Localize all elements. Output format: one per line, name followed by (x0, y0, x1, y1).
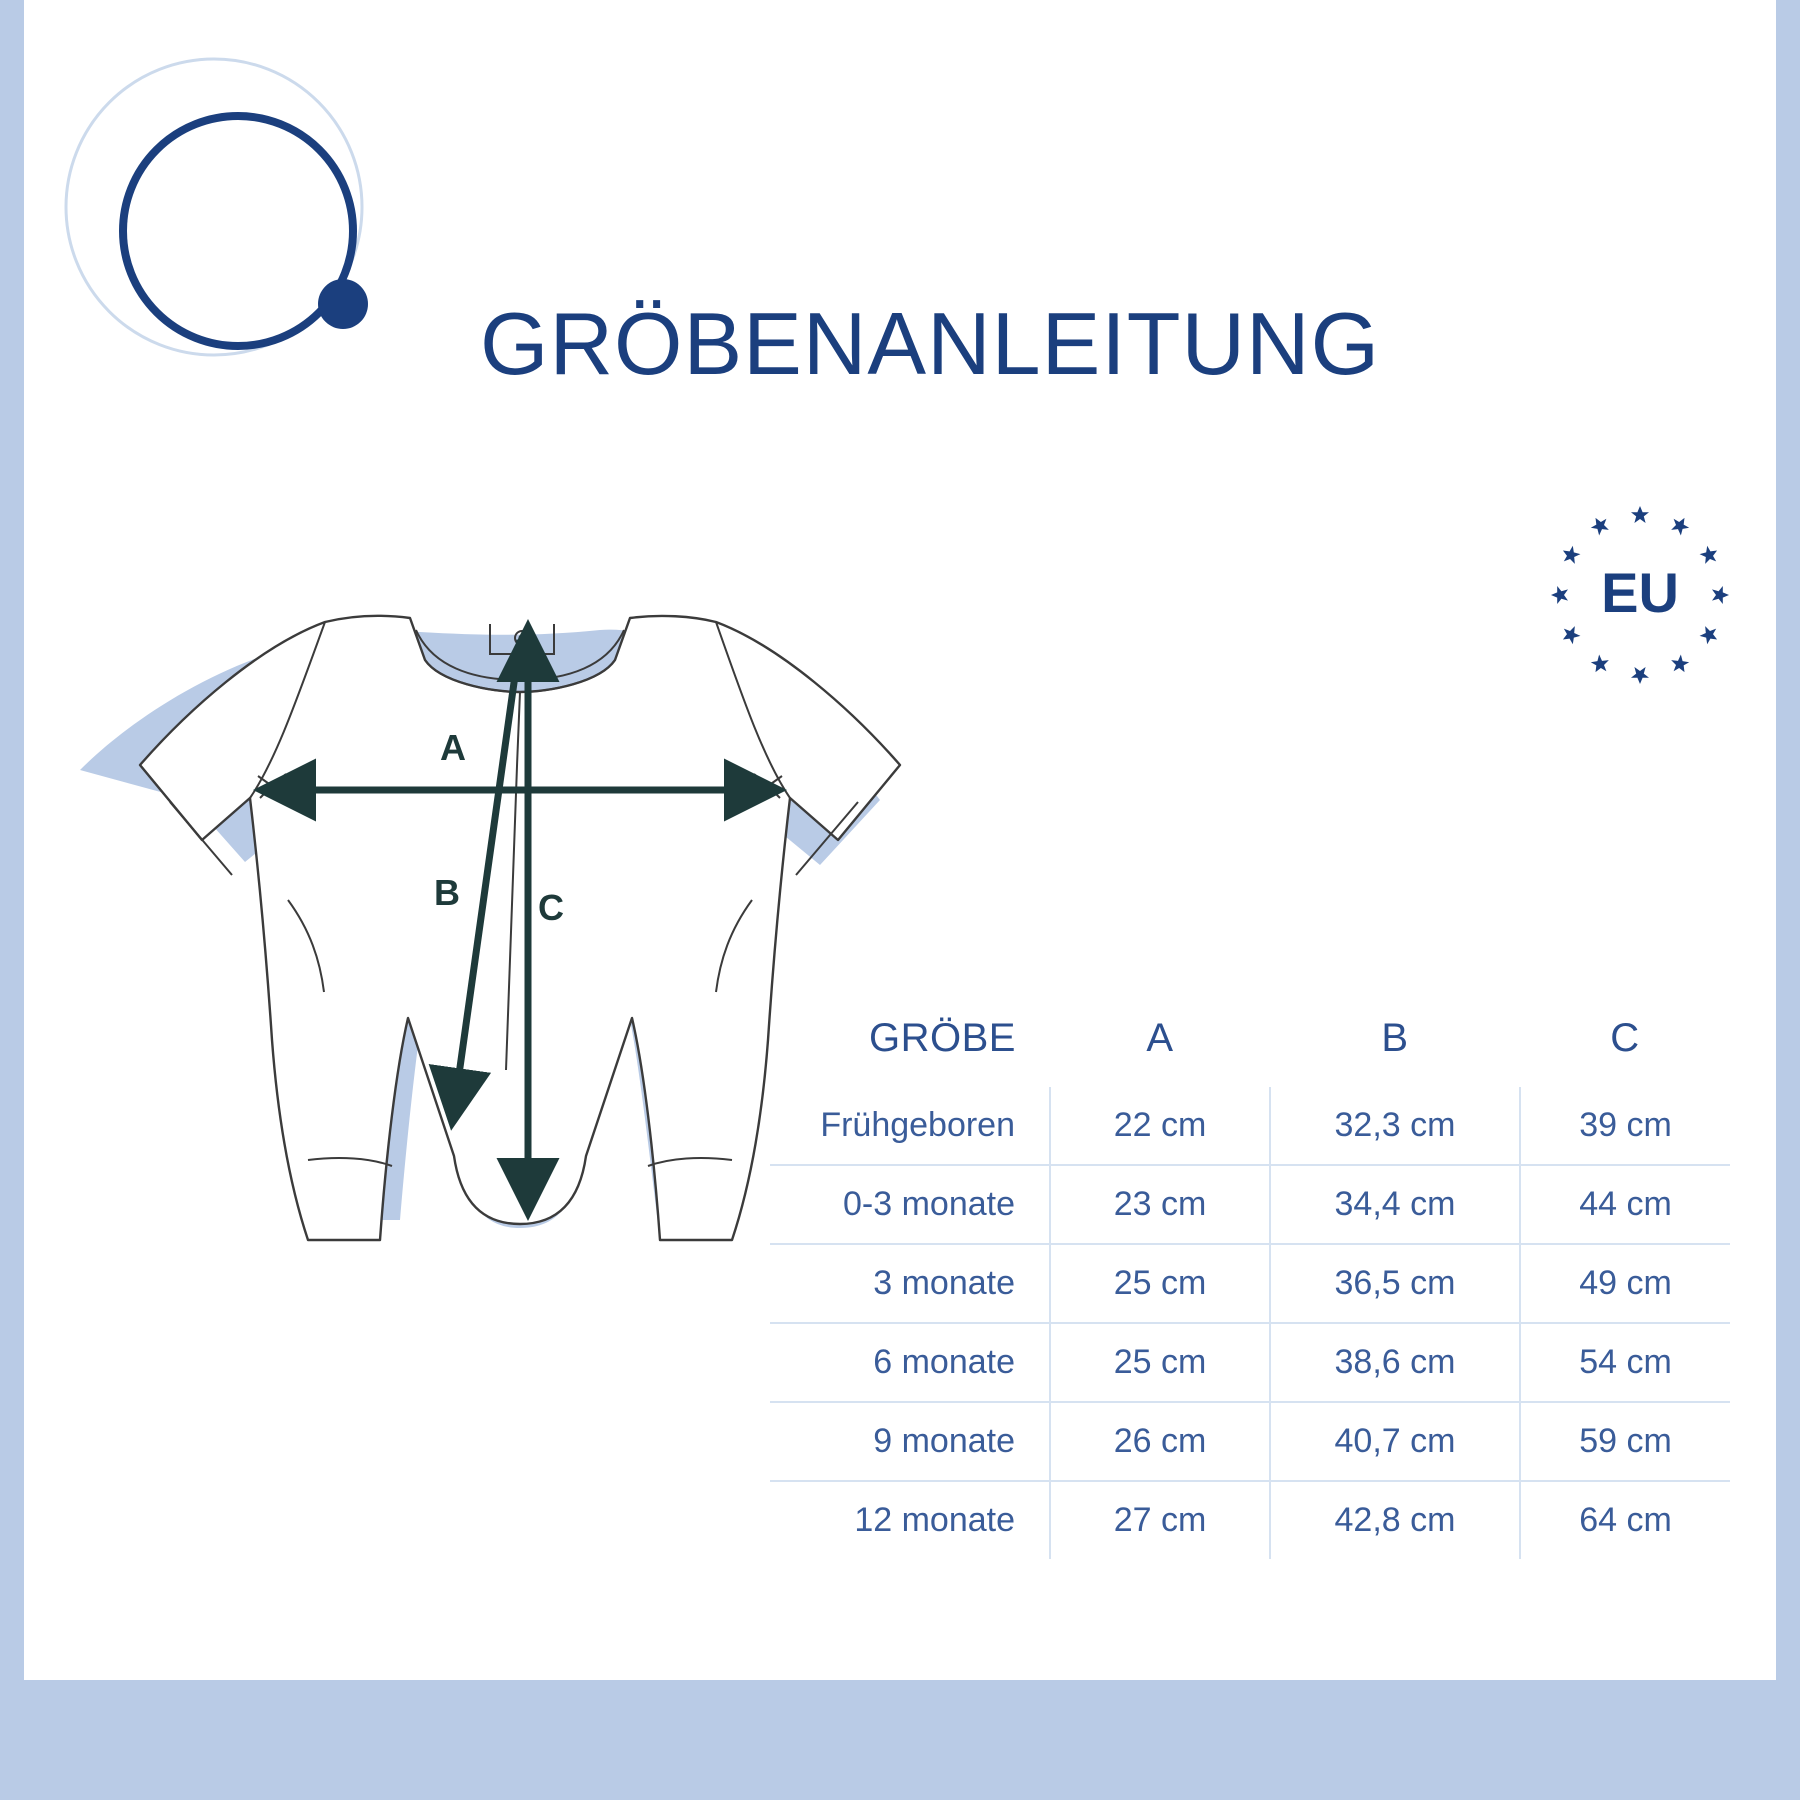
cell-a: 26 cm (1050, 1402, 1270, 1481)
table-row (770, 1402, 1730, 1481)
table-row (770, 1323, 1730, 1402)
cell-b: 40,7 cm (1270, 1402, 1520, 1481)
cell-b: 34,4 cm (1270, 1165, 1520, 1244)
bottom-border-band (0, 1680, 1800, 1800)
cell-c: 49 cm (1520, 1244, 1730, 1323)
cell-b: 38,6 cm (1270, 1323, 1520, 1402)
cell-size: 0-3 monate (770, 1165, 1050, 1244)
cell-a: 25 cm (1050, 1323, 1270, 1402)
table-row (770, 1165, 1730, 1244)
eu-badge (1545, 500, 1735, 690)
cell-b: 42,8 cm (1270, 1481, 1520, 1559)
cell-c: 39 cm (1520, 1087, 1730, 1165)
eu-badge-label: EU (1601, 561, 1679, 624)
cell-size: 12 monate (854, 1501, 1015, 1539)
circle-logo (62, 55, 402, 395)
table-header-row (770, 1010, 1730, 1087)
size-table (770, 1010, 1730, 1559)
logo-inner-ring (123, 116, 353, 346)
cell-a: 27 cm (1050, 1481, 1270, 1559)
column-header-size: GRÖBE (869, 1016, 1016, 1060)
page-title: GRÖBENANLEITUNG (480, 294, 1381, 393)
table-row (770, 1087, 1730, 1165)
table-row (770, 1481, 1730, 1559)
cell-c: 44 cm (1520, 1165, 1730, 1244)
cell-a: 25 cm (1050, 1244, 1270, 1323)
arrow-label-a: A (440, 727, 466, 768)
column-header-b: B (1381, 1016, 1409, 1060)
cell-c: 54 cm (1520, 1323, 1730, 1402)
cell-a: 22 cm (1050, 1087, 1270, 1165)
column-header-c: C (1610, 1016, 1640, 1060)
bottom-spacer (24, 1628, 1776, 1680)
table-row (770, 1244, 1730, 1323)
cell-c: 59 cm (1520, 1402, 1730, 1481)
cell-c: 64 cm (1520, 1481, 1730, 1559)
right-border-band (1776, 0, 1800, 1800)
cell-size: 6 monate (770, 1323, 1050, 1402)
cell-b: 32,3 cm (1270, 1087, 1520, 1165)
column-header-a: A (1146, 1016, 1174, 1060)
arrow-label-b: B (434, 872, 460, 913)
cell-a: 23 cm (1050, 1165, 1270, 1244)
cell-size: 9 monate (770, 1402, 1050, 1481)
arrow-label-c: C (538, 887, 564, 928)
logo-dot (318, 279, 368, 329)
size-table-container (770, 1010, 1730, 1559)
cell-b: 36,5 cm (1270, 1244, 1520, 1323)
cell-size: Frühgeboren (770, 1087, 1050, 1165)
cell-size: 3 monate (770, 1244, 1050, 1323)
